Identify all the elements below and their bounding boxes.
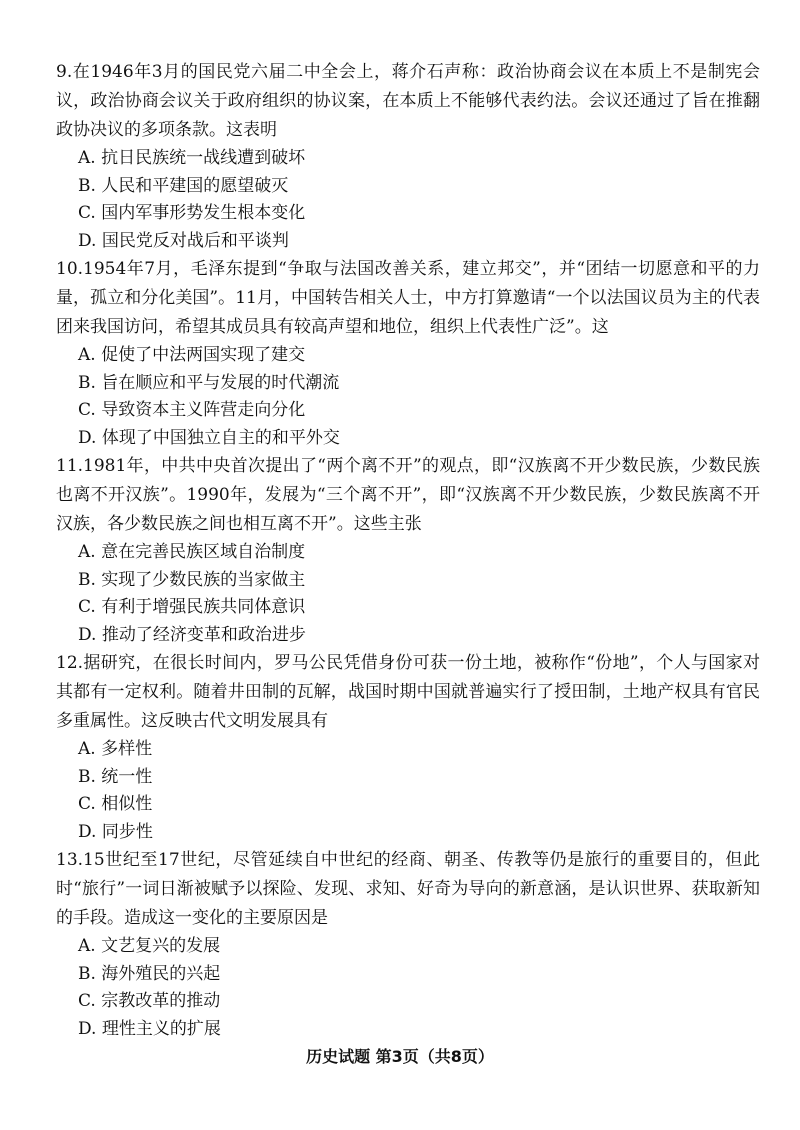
answer-option: A. 文艺复兴的发展 [78,936,221,956]
question-list [56,58,760,1043]
question-11 [56,452,760,649]
question-number: 9. [56,62,73,82]
answer-option: C. 国内军事形势发生根本变化 [78,203,306,223]
answer-option: D. 国民党反对战后和平谈判 [78,230,289,251]
question-stem [56,255,760,342]
answer-option: D. 推动了经济变革和政治进步 [78,624,306,645]
question-number: 11. [56,456,84,476]
answer-option: D. 同步性 [78,821,153,842]
question-stem [56,846,760,933]
question-number: 12. [56,653,84,673]
answer-option: A. 意在完善民族区域自治制度 [78,542,306,562]
answer-option: C. 宗教改革的推动 [78,991,221,1011]
question-stem [56,58,760,145]
answer-option: A. 促使了中法两国实现了建交 [78,345,306,365]
question-stem [56,452,760,539]
answer-option: C. 相似性 [78,794,153,814]
question-9 [56,58,760,255]
question-text: 1954年7月，毛泽东提到“争取与法国改善关系，建立邦交”，并“团结一切愿意和平的力量，孤立和分化美国”。11月，中国转告相关人士，中方打算邀请“一个以法国议员为主的代表团来我国访问，希望其成员具有较高声望和地位，组织上代表性广泛”。这 [56,259,760,337]
question-12 [56,649,760,846]
answer-option: A. 多样性 [78,739,153,759]
page-footer: 历史试题 第3页（共8页） [306,1047,494,1066]
answer-option: B. 旨在顺应和平与发展的时代潮流 [78,372,340,393]
question-text: 据研究，在很长时间内，罗马公民凭借身份可获一份土地，被称作“份地”，个人与国家对其都有一定权利。随着井田制的瓦解，战国时期中国就普遍实行了授田制，土地产权具有官民多重属性。这反映古代文明发展具有 [56,653,760,731]
question-13 [56,846,760,1043]
answer-option: C. 导致资本主义阵营走向分化 [78,400,306,420]
answer-option: D. 理性主义的扩展 [78,1018,221,1039]
question-text: 15世纪至17世纪，尽管延续自中世纪的经商、朝圣、传教等仍是旅行的重要目的，但此时“旅行”一词日渐被赋予以探险、发现、求知、好奇为导向的新意涵，是认识世界、获取新知的手段。造成这一变化的主要原因是 [56,850,760,928]
answer-option: B. 海外殖民的兴起 [78,963,221,984]
question-stem [56,649,760,736]
answer-option: B. 实现了少数民族的当家做主 [78,569,306,590]
answer-option: B. 人民和平建国的愿望破灭 [78,175,289,196]
question-number: 10. [56,259,84,279]
answer-option: B. 统一性 [78,766,153,787]
question-text: 在1946年3月的国民党六届二中全会上，蒋介石声称：政治协商会议在本质上不是制宪会议，政治协商会议关于政府组织的协议案，在本质上不能够代表约法。会议还通过了旨在推翻政协决议的多项条款。这表明 [56,62,760,140]
answer-option: C. 有利于增强民族共同体意识 [78,597,306,617]
question-10 [56,255,760,452]
answer-option: D. 体现了中国独立自主的和平外交 [78,427,340,448]
question-text: 1981年，中共中央首次提出了“两个离不开”的观点，即“汉族离不开少数民族，少数民族也离不开汉族”。1990年，发展为“三个离不开”，即“汉族离不开少数民族，少数民族离不开汉族，各少数民族之间也相互离不开”。这些主张 [56,456,760,534]
question-number: 13. [56,850,84,870]
answer-option: A. 抗日民族统一战线遭到破坏 [78,148,306,168]
